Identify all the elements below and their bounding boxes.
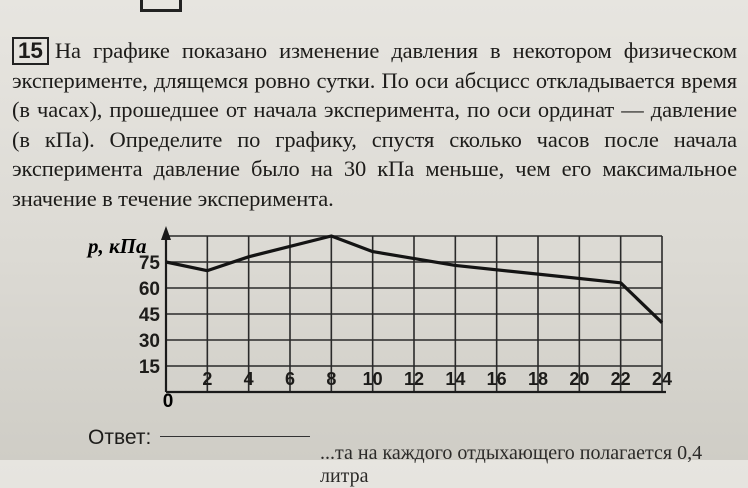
task-number: 15 bbox=[12, 37, 49, 65]
x-tick-0: 0 bbox=[163, 391, 174, 412]
x-tick-label: 24 bbox=[652, 369, 672, 389]
x-tick-label: 16 bbox=[487, 369, 507, 389]
x-tick-label: 18 bbox=[528, 369, 548, 389]
next-task-fragment: ...та на каждого отдыхающего полагается 0,4 литра bbox=[320, 442, 748, 488]
x-tick-label: 14 bbox=[445, 369, 465, 389]
x-tick-label: 22 bbox=[611, 369, 631, 389]
y-axis-arrow bbox=[161, 226, 171, 240]
y-tick-label: 15 bbox=[139, 357, 161, 378]
x-tick-label: 2 bbox=[202, 369, 212, 389]
x-tick-label: 8 bbox=[326, 369, 336, 389]
chart-tick-labels bbox=[139, 253, 672, 389]
x-tick-label: 4 bbox=[244, 369, 254, 389]
x-tick-label: 6 bbox=[285, 369, 295, 389]
y-tick-label: 30 bbox=[139, 331, 160, 352]
answer-label: Ответ: bbox=[88, 426, 151, 450]
y-tick-label: 45 bbox=[139, 305, 161, 326]
x-tick-label: 10 bbox=[363, 369, 383, 389]
task-text: На графике показано изменение давления в некотором физическом эксперименте, длящемся ровно сутки. По оси абсцисс откладывается время (в часах), прошедшее от начала эксперимента, по оси ординат — давление (в кПа). Определите по графику, спустя сколько часов после начала эксперимента давление было на 30 кПа меньше, чем его максимальное значение в течение эксперимента. bbox=[12, 38, 737, 211]
y-axis-label: p, кПа bbox=[86, 234, 146, 258]
y-tick-label: 60 bbox=[139, 279, 160, 300]
answer-field[interactable] bbox=[160, 436, 310, 437]
x-tick-label: 20 bbox=[569, 369, 589, 389]
x-tick-label: 12 bbox=[404, 369, 424, 389]
y-tick-label: 75 bbox=[139, 253, 161, 274]
